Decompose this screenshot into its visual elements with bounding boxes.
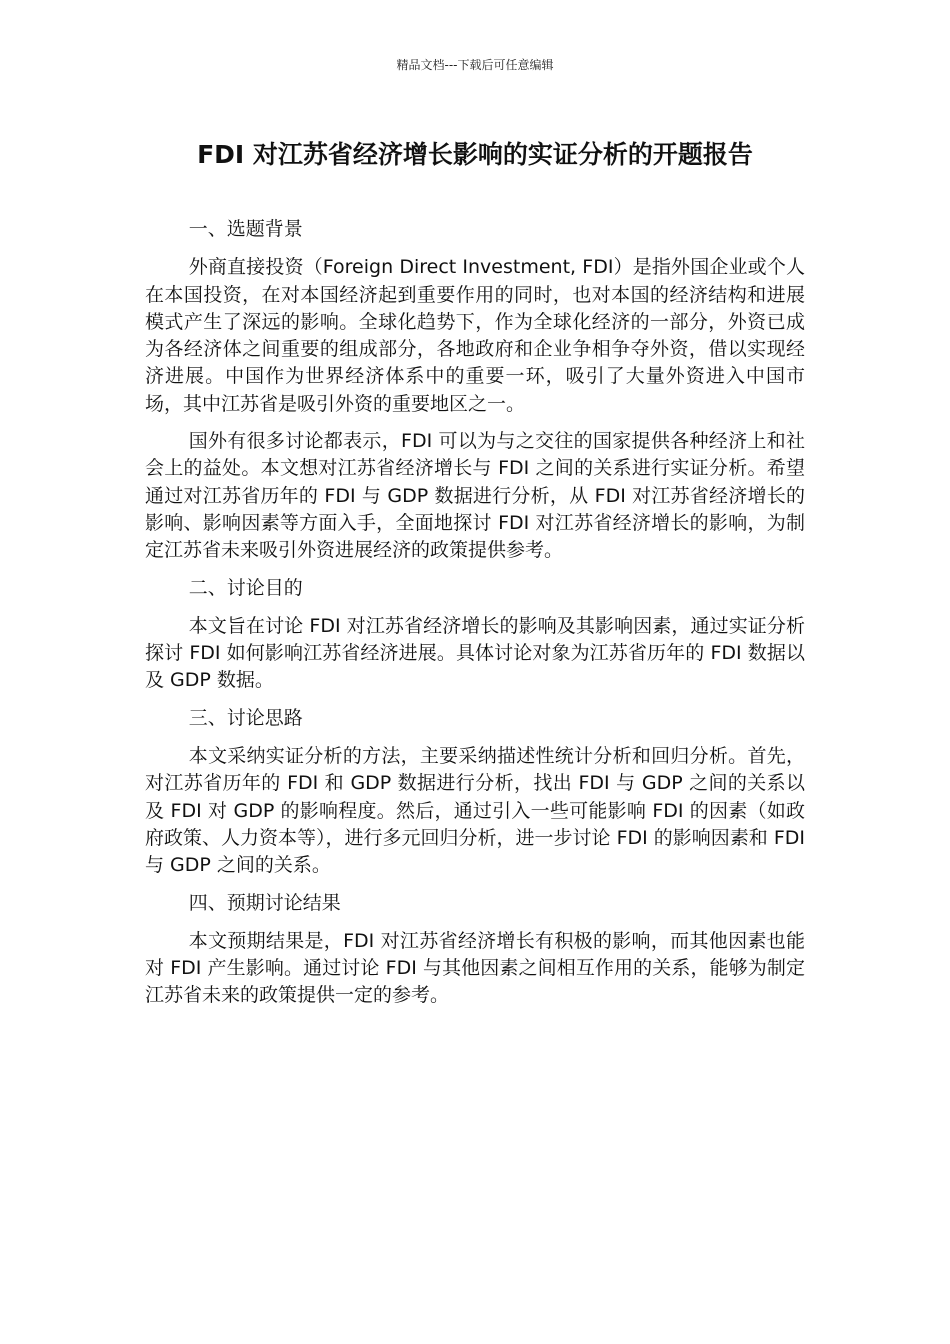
paragraph-background-1: 外商直接投资（Foreign Direct Investment, FDI）是指外国企业或个人在本国投资，在对本国经济起到重要作用的同时，也对本国的经济结构和进展模式产生了深远的影响。全球化趋势下，作为全球化经济的一部分，外资已成为各经济体之间重要的组成部分，各地政府和企业争相争夺外资，借以实现经济进展。中国作为世界经济体系中的重要一环，吸引了大量外资进入中国市场，其中江苏省是吸引外资的重要地区之一。 (145, 256, 805, 415)
page-header: 精品文档---下载后可任意编辑 (396, 58, 554, 72)
paragraph-approach-1: 本文采纳实证分析的方法，主要采纳描述性统计分析和回归分析。首先，对江苏省历年的 FDI 和 GDP 数据进行分析，找出 FDI 与 GDP 之间的关系以及 FDI 对 GDP 的影响程度。然后，通过引入一些可能影响 FDI 的因素（如政府政策、人力资本等），进行多元回归分析，进一步讨论 FDI 的影响因素和 FDI 与 GDP 之间的关系。 (145, 745, 805, 877)
document-body (145, 216, 805, 1020)
paragraph-background-2: 国外有很多讨论都表示，FDI 可以为与之交往的国家提供各种经济上和社会上的益处。本文想对江苏省经济增长与 FDI 之间的关系进行实证分析。希望通过对江苏省历年的 FDI 与 GDP 数据进行分析，从 FDI 对江苏省经济增长的影响、影响因素等方面入手，全面地探讨 FDI 对江苏省经济增长的影响，为制定江苏省未来吸引外资进展经济的政策提供参考。 (145, 430, 805, 562)
paragraph-expected-results-1: 本文预期结果是，FDI 对江苏省经济增长有积极的影响，而其他因素也能对 FDI 产生影响。通过讨论 FDI 与其他因素之间相互作用的关系，能够为制定江苏省未来的政策提供一定的参考。 (145, 929, 805, 1007)
section-heading-expected-results: 四、预期讨论结果 (188, 891, 341, 914)
section-heading-background: 一、选题背景 (188, 218, 303, 240)
paragraph-purpose-1: 本文旨在讨论 FDI 对江苏省经济增长的影响及其影响因素，通过实证分析探讨 FDI 如何影响江苏省经济进展。具体讨论对象为江苏省历年的 FDI 数据以及 GDP 数据。 (145, 614, 805, 692)
section-heading-approach: 三、讨论思路 (188, 706, 303, 729)
section-heading-purpose: 二、讨论目的 (188, 576, 303, 599)
document-title: FDI 对江苏省经济增长影响的实证分析的开题报告 (197, 140, 753, 169)
